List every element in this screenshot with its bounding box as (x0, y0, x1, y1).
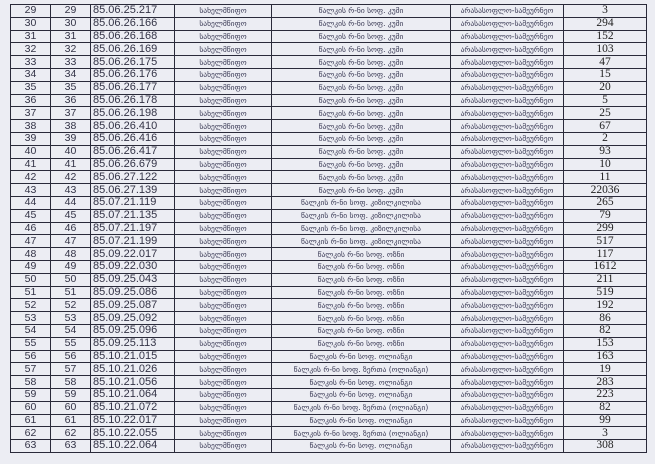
cadastral-code: 85.10.21.072 (91, 401, 175, 414)
area-value: 283 (564, 376, 647, 389)
land-category: არასასოფლო-სამეურნეო (451, 222, 564, 235)
location: წალკის რ-ნი სოფ. კუმი (272, 145, 451, 158)
location: წალკის რ-ნი სოფ. კუმი (272, 120, 451, 133)
list-number: 37 (51, 107, 91, 120)
location: წალკის რ-ნი სოფ. კუმი (272, 158, 451, 171)
location: წალკის რ-ნი სოფ. ოზნი (272, 337, 451, 350)
land-category: არასასოფლო-სამეურნეო (451, 299, 564, 312)
ownership-type: სახელმწიფო (175, 196, 272, 209)
row-index: 49 (11, 260, 51, 273)
list-number: 33 (51, 56, 91, 69)
location: წალკის რ-ნი სოფ. ოლიანგი (272, 376, 451, 389)
ownership-type: სახელმწიფო (175, 427, 272, 440)
cadastral-code: 85.06.27.122 (91, 171, 175, 184)
area-value: 93 (564, 145, 647, 158)
list-number: 40 (51, 145, 91, 158)
table-row (11, 312, 647, 325)
area-value: 2 (564, 132, 647, 145)
location: წალკის რ-ნი სოფ. ზერთა (ოლიანგი) (272, 427, 451, 440)
area-value: 103 (564, 43, 647, 56)
area-value: 25 (564, 107, 647, 120)
row-index: 50 (11, 273, 51, 286)
cadastral-code: 85.07.21.199 (91, 235, 175, 248)
cadastral-code: 85.06.26.166 (91, 17, 175, 30)
land-category: არასასოფლო-სამეურნეო (451, 376, 564, 389)
ownership-type: სახელმწიფო (175, 145, 272, 158)
list-number: 43 (51, 184, 91, 197)
cadastral-code: 85.06.26.176 (91, 68, 175, 81)
location: წალკის რ-ნი სოფ. ოზნი (272, 299, 451, 312)
row-index: 29 (11, 5, 51, 18)
area-value: 223 (564, 388, 647, 401)
table-row (11, 56, 647, 69)
land-category: არასასოფლო-სამეურნეო (451, 184, 564, 197)
land-category: არასასოფლო-სამეურნეო (451, 363, 564, 376)
land-category: არასასოფლო-სამეურნეო (451, 350, 564, 363)
row-index: 53 (11, 312, 51, 325)
list-number: 49 (51, 260, 91, 273)
cadastral-code: 85.06.26.169 (91, 43, 175, 56)
row-index: 58 (11, 376, 51, 389)
land-category: არასასოფლო-სამეურნეო (451, 401, 564, 414)
row-index: 47 (11, 235, 51, 248)
list-number: 44 (51, 196, 91, 209)
list-number: 45 (51, 209, 91, 222)
area-value: 117 (564, 248, 647, 261)
area-value: 82 (564, 324, 647, 337)
cadastral-code: 85.07.21.197 (91, 222, 175, 235)
ownership-type: სახელმწიფო (175, 273, 272, 286)
cadastral-code: 85.10.21.064 (91, 388, 175, 401)
land-category: არასასოფლო-სამეურნეო (451, 81, 564, 94)
location: წალკის რ-ნი სოფ. კუმი (272, 56, 451, 69)
location: წალკის რ-ნი სოფ. ოლიანგი (272, 414, 451, 427)
table-body (11, 5, 647, 453)
location: წალკის რ-ნი სოფ. კუმი (272, 30, 451, 43)
land-category: არასასოფლო-სამეურნეო (451, 260, 564, 273)
location: წალკის რ-ნი სოფ. ოზნი (272, 260, 451, 273)
land-category: არასასოფლო-სამეურნეო (451, 171, 564, 184)
area-value: 22036 (564, 184, 647, 197)
cadastral-code: 85.06.26.168 (91, 30, 175, 43)
list-number: 50 (51, 273, 91, 286)
table-row (11, 184, 647, 197)
location: წალკის რ-ნი სოფ. კუმი (272, 43, 451, 56)
table-row (11, 350, 647, 363)
ownership-type: სახელმწიფო (175, 248, 272, 261)
ownership-type: სახელმწიფო (175, 414, 272, 427)
area-value: 86 (564, 312, 647, 325)
land-category: არასასოფლო-სამეურნეო (451, 324, 564, 337)
list-number: 55 (51, 337, 91, 350)
cadastral-code: 85.06.26.417 (91, 145, 175, 158)
ownership-type: სახელმწიფო (175, 107, 272, 120)
location: წალკის რ-ნი სოფ. კიზილკილისა (272, 235, 451, 248)
land-category: არასასოფლო-სამეურნეო (451, 120, 564, 133)
list-number: 46 (51, 222, 91, 235)
area-value: 308 (564, 440, 647, 453)
table-row (11, 81, 647, 94)
area-value: 294 (564, 17, 647, 30)
ownership-type: სახელმწიფო (175, 363, 272, 376)
ownership-type: სახელმწიფო (175, 235, 272, 248)
table-row (11, 337, 647, 350)
list-number: 35 (51, 81, 91, 94)
cadastral-code: 85.06.27.139 (91, 184, 175, 197)
land-category: არასასოფლო-სამეურნეო (451, 273, 564, 286)
cadastral-code: 85.10.21.056 (91, 376, 175, 389)
location: წალკის რ-ნი სოფ. ოლიანგი (272, 350, 451, 363)
area-value: 265 (564, 196, 647, 209)
list-number: 48 (51, 248, 91, 261)
row-index: 41 (11, 158, 51, 171)
location: წალკის რ-ნი სოფ. კუმი (272, 184, 451, 197)
location: წალკის რ-ნი სოფ. კიზილკილისა (272, 196, 451, 209)
cadastral-code: 85.06.26.177 (91, 81, 175, 94)
land-category: არასასოფლო-სამეურნეო (451, 248, 564, 261)
table-row (11, 376, 647, 389)
row-index: 45 (11, 209, 51, 222)
table-row (11, 235, 647, 248)
area-value: 20 (564, 81, 647, 94)
table-row (11, 388, 647, 401)
row-index: 52 (11, 299, 51, 312)
land-category: არასასოფლო-სამეურნეო (451, 312, 564, 325)
ownership-type: სახელმწიფო (175, 324, 272, 337)
list-number: 61 (51, 414, 91, 427)
cadastral-code: 85.10.22.064 (91, 440, 175, 453)
list-number: 54 (51, 324, 91, 337)
table-row (11, 43, 647, 56)
table-row (11, 68, 647, 81)
ownership-type: სახელმწიფო (175, 171, 272, 184)
row-index: 39 (11, 132, 51, 145)
ownership-type: სახელმწიფო (175, 260, 272, 273)
land-category: არასასოფლო-სამეურნეო (451, 427, 564, 440)
area-value: 299 (564, 222, 647, 235)
table-row (11, 120, 647, 133)
cadastral-code: 85.06.26.679 (91, 158, 175, 171)
location: წალკის რ-ნი სოფ. ოზნი (272, 286, 451, 299)
cadastral-code: 85.09.25.043 (91, 273, 175, 286)
list-number: 57 (51, 363, 91, 376)
location: წალკის რ-ნი სოფ. კუმი (272, 81, 451, 94)
area-value: 5 (564, 94, 647, 107)
land-category: არასასოფლო-სამეურნეო (451, 235, 564, 248)
land-category: არასასოფლო-სამეურნეო (451, 30, 564, 43)
land-category: არასასოფლო-სამეურნეო (451, 107, 564, 120)
list-number: 31 (51, 30, 91, 43)
area-value: 152 (564, 30, 647, 43)
location: წალკის რ-ნი სოფ. ოზნი (272, 312, 451, 325)
ownership-type: სახელმწიფო (175, 56, 272, 69)
land-category: არასასოფლო-სამეურნეო (451, 43, 564, 56)
land-category: არასასოფლო-სამეურნეო (451, 145, 564, 158)
area-value: 3 (564, 427, 647, 440)
cadastral-code: 85.10.22.055 (91, 427, 175, 440)
row-index: 63 (11, 440, 51, 453)
table-row (11, 196, 647, 209)
area-value: 11 (564, 171, 647, 184)
row-index: 56 (11, 350, 51, 363)
table-row (11, 324, 647, 337)
location: წალკის რ-ნი სოფ. კუმი (272, 5, 451, 18)
location: წალკის რ-ნი სოფ. კუმი (272, 68, 451, 81)
area-value: 192 (564, 299, 647, 312)
table-row (11, 440, 647, 453)
area-value: 163 (564, 350, 647, 363)
cadastral-code: 85.06.26.178 (91, 94, 175, 107)
row-index: 36 (11, 94, 51, 107)
list-number: 39 (51, 132, 91, 145)
table-row (11, 273, 647, 286)
row-index: 48 (11, 248, 51, 261)
ownership-type: სახელმწიფო (175, 209, 272, 222)
area-value: 519 (564, 286, 647, 299)
cadastral-code: 85.09.25.092 (91, 312, 175, 325)
row-index: 38 (11, 120, 51, 133)
row-index: 42 (11, 171, 51, 184)
list-number: 51 (51, 286, 91, 299)
ownership-type: სახელმწიფო (175, 376, 272, 389)
location: წალკის რ-ნი სოფ. ზერთა (ოლიანგი) (272, 401, 451, 414)
land-category: არასასოფლო-სამეურნეო (451, 68, 564, 81)
ownership-type: სახელმწიფო (175, 81, 272, 94)
land-category: არასასოფლო-სამეურნეო (451, 17, 564, 30)
area-value: 153 (564, 337, 647, 350)
ownership-type: სახელმწიფო (175, 30, 272, 43)
cadastral-code: 85.09.25.096 (91, 324, 175, 337)
table-row (11, 286, 647, 299)
area-value: 79 (564, 209, 647, 222)
list-number: 59 (51, 388, 91, 401)
land-parcel-table (10, 4, 647, 453)
ownership-type: სახელმწიფო (175, 5, 272, 18)
area-value: 3 (564, 5, 647, 18)
table-row (11, 401, 647, 414)
ownership-type: სახელმწიფო (175, 388, 272, 401)
row-index: 62 (11, 427, 51, 440)
list-number: 53 (51, 312, 91, 325)
area-value: 47 (564, 56, 647, 69)
row-index: 43 (11, 184, 51, 197)
ownership-type: სახელმწიფო (175, 68, 272, 81)
location: წალკის რ-ნი სოფ. კიზილკილისა (272, 222, 451, 235)
cadastral-code: 85.06.26.175 (91, 56, 175, 69)
row-index: 34 (11, 68, 51, 81)
location: წალკის რ-ნი სოფ. კუმი (272, 171, 451, 184)
cadastral-code: 85.07.21.119 (91, 196, 175, 209)
row-index: 51 (11, 286, 51, 299)
ownership-type: სახელმწიფო (175, 17, 272, 30)
row-index: 35 (11, 81, 51, 94)
ownership-type: სახელმწიფო (175, 222, 272, 235)
list-number: 38 (51, 120, 91, 133)
table-row (11, 414, 647, 427)
table-row (11, 260, 647, 273)
area-value: 82 (564, 401, 647, 414)
land-category: არასასოფლო-სამეურნეო (451, 196, 564, 209)
ownership-type: სახელმწიფო (175, 94, 272, 107)
list-number: 41 (51, 158, 91, 171)
cadastral-code: 85.10.21.015 (91, 350, 175, 363)
cadastral-code: 85.06.25.217 (91, 5, 175, 18)
row-index: 37 (11, 107, 51, 120)
table-row (11, 145, 647, 158)
land-category: არასასოფლო-სამეურნეო (451, 337, 564, 350)
location: წალკის რ-ნი სოფ. კიზილკილისა (272, 209, 451, 222)
row-index: 46 (11, 222, 51, 235)
list-number: 30 (51, 17, 91, 30)
location: წალკის რ-ნი სოფ. ოლიანგი (272, 440, 451, 453)
area-value: 10 (564, 158, 647, 171)
ownership-type: სახელმწიფო (175, 158, 272, 171)
table-row (11, 30, 647, 43)
land-category: არასასოფლო-სამეურნეო (451, 209, 564, 222)
ownership-type: სახელმწიფო (175, 120, 272, 133)
area-value: 15 (564, 68, 647, 81)
ownership-type: სახელმწიფო (175, 286, 272, 299)
row-index: 40 (11, 145, 51, 158)
row-index: 30 (11, 17, 51, 30)
location: წალკის რ-ნი სოფ. კუმი (272, 132, 451, 145)
list-number: 47 (51, 235, 91, 248)
location: წალკის რ-ნი სოფ. ოზნი (272, 324, 451, 337)
location: წალკის რ-ნი სოფ. ზერთა (ოლიანგი) (272, 363, 451, 376)
area-value: 211 (564, 273, 647, 286)
table-row (11, 363, 647, 376)
table-row (11, 427, 647, 440)
list-number: 56 (51, 350, 91, 363)
row-index: 44 (11, 196, 51, 209)
land-category: არასასოფლო-სამეურნეო (451, 94, 564, 107)
row-index: 59 (11, 388, 51, 401)
list-number: 62 (51, 427, 91, 440)
cadastral-code: 85.10.22.017 (91, 414, 175, 427)
ownership-type: სახელმწიფო (175, 337, 272, 350)
table-row (11, 299, 647, 312)
table-row (11, 5, 647, 18)
list-number: 32 (51, 43, 91, 56)
cadastral-code: 85.10.21.026 (91, 363, 175, 376)
land-category: არასასოფლო-სამეურნეო (451, 440, 564, 453)
table-row (11, 158, 647, 171)
table-row (11, 222, 647, 235)
land-category: არასასოფლო-სამეურნეო (451, 388, 564, 401)
cadastral-code: 85.09.22.017 (91, 248, 175, 261)
land-category: არასასოფლო-სამეურნეო (451, 5, 564, 18)
location: წალკის რ-ნი სოფ. ოლიანგი (272, 388, 451, 401)
land-category: არასასოფლო-სამეურნეო (451, 132, 564, 145)
location: წალკის რ-ნი სოფ. ოზნი (272, 248, 451, 261)
location: წალკის რ-ნი სოფ. კუმი (272, 17, 451, 30)
table-row (11, 17, 647, 30)
row-index: 61 (11, 414, 51, 427)
ownership-type: სახელმწიფო (175, 299, 272, 312)
table-row (11, 94, 647, 107)
table-row (11, 171, 647, 184)
area-value: 99 (564, 414, 647, 427)
location: წალკის რ-ნი სოფ. კუმი (272, 107, 451, 120)
ownership-type: სახელმწიფო (175, 312, 272, 325)
ownership-type: სახელმწიფო (175, 43, 272, 56)
land-category: არასასოფლო-სამეურნეო (451, 286, 564, 299)
cadastral-code: 85.06.26.198 (91, 107, 175, 120)
cadastral-code: 85.09.22.030 (91, 260, 175, 273)
cadastral-code: 85.09.25.113 (91, 337, 175, 350)
row-index: 31 (11, 30, 51, 43)
list-number: 58 (51, 376, 91, 389)
list-number: 52 (51, 299, 91, 312)
area-value: 517 (564, 235, 647, 248)
ownership-type: სახელმწიფო (175, 440, 272, 453)
row-index: 33 (11, 56, 51, 69)
list-number: 60 (51, 401, 91, 414)
list-number: 42 (51, 171, 91, 184)
area-value: 67 (564, 120, 647, 133)
list-number: 63 (51, 440, 91, 453)
cadastral-code: 85.06.26.416 (91, 132, 175, 145)
ownership-type: სახელმწიფო (175, 132, 272, 145)
cadastral-code: 85.07.21.135 (91, 209, 175, 222)
land-category: არასასოფლო-სამეურნეო (451, 158, 564, 171)
row-index: 60 (11, 401, 51, 414)
ownership-type: სახელმწიფო (175, 350, 272, 363)
list-number: 36 (51, 94, 91, 107)
table-row (11, 132, 647, 145)
row-index: 54 (11, 324, 51, 337)
table-row (11, 248, 647, 261)
land-category: არასასოფლო-სამეურნეო (451, 56, 564, 69)
row-index: 57 (11, 363, 51, 376)
land-category: არასასოფლო-სამეურნეო (451, 414, 564, 427)
ownership-type: სახელმწიფო (175, 401, 272, 414)
list-number: 34 (51, 68, 91, 81)
ownership-type: სახელმწიფო (175, 184, 272, 197)
table-row (11, 209, 647, 222)
list-number: 29 (51, 5, 91, 18)
row-index: 55 (11, 337, 51, 350)
cadastral-code: 85.09.25.087 (91, 299, 175, 312)
cadastral-code: 85.09.25.086 (91, 286, 175, 299)
area-value: 19 (564, 363, 647, 376)
cadastral-code: 85.06.26.410 (91, 120, 175, 133)
row-index: 32 (11, 43, 51, 56)
location: წალკის რ-ნი სოფ. კუმი (272, 94, 451, 107)
table-row (11, 107, 647, 120)
location: წალკის რ-ნი სოფ. ოზნი (272, 273, 451, 286)
area-value: 1612 (564, 260, 647, 273)
